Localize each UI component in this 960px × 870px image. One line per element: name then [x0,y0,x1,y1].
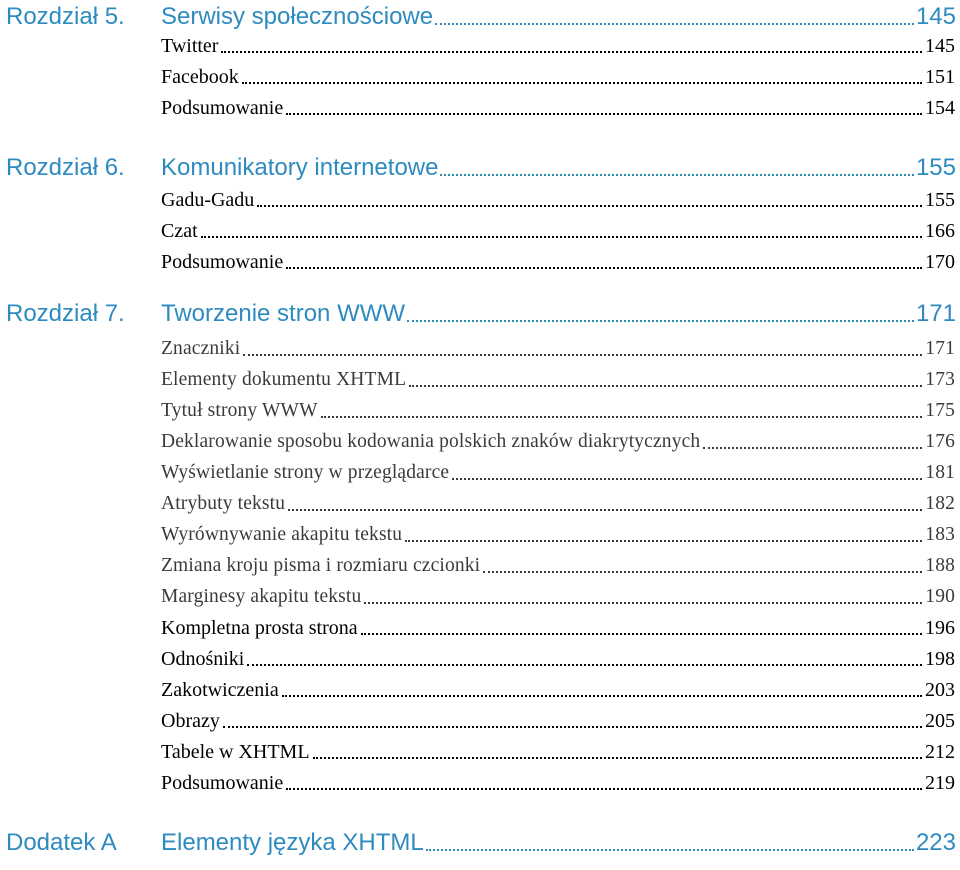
entry-title: Wyświetlanie strony w przeglądarce [161,462,450,483]
entry-title: Tytuł strony WWW [161,400,318,421]
entry-title: Marginesy akapitu tekstu [161,586,362,607]
dot-leader [221,51,922,53]
chapter-label: Rozdział 5. [6,3,125,30]
chapter-title: Tworzenie stron WWW [161,300,406,327]
entry-title: Twitter [161,34,219,57]
dot-leader [483,571,922,573]
toc-entry[interactable] [161,675,955,705]
chapter-label: Rozdział 7. [6,300,125,327]
entry-title: Deklarowanie sposobu kodowania polskich znaków diakrytycznych [161,431,701,452]
chapter-label: Dodatek A [6,829,117,856]
toc-entry[interactable] [161,737,955,767]
dot-leader [435,23,914,25]
entry-title: Kompletna prosta strona [161,616,358,639]
dot-leader [364,602,922,604]
entry-title: Podsumowanie [161,771,284,794]
entry-page: 176 [925,431,955,452]
chapter-page: 145 [915,3,956,30]
entry-page: 212 [925,740,955,763]
toc-entry[interactable] [161,768,955,798]
dot-leader [286,113,922,115]
dot-leader [286,267,922,269]
entry-page: 145 [925,34,955,57]
dot-leader [247,664,922,666]
dot-leader [313,757,922,759]
chapter-5-heading[interactable] [6,0,956,34]
entry-title: Podsumowanie [161,250,284,273]
entry-page: 166 [925,219,955,242]
dot-leader [426,849,914,851]
dot-leader [440,174,913,176]
entry-page: 182 [925,493,955,514]
entry-page: 219 [925,771,955,794]
entry-title: Znaczniki [161,338,241,359]
entry-page: 181 [925,462,955,483]
toc-entry[interactable] [161,613,955,643]
entry-title: Podsumowanie [161,96,284,119]
chapter-label: Rozdział 6. [6,154,125,181]
entry-title: Odnośniki [161,647,245,670]
entry-page: 188 [925,555,955,576]
entry-title: Facebook [161,65,239,88]
toc-entry[interactable] [161,582,955,612]
dot-leader [407,320,914,322]
entry-title: Gadu-Gadu [161,188,255,211]
toc-entry[interactable] [161,334,955,364]
chapter-page: 171 [915,300,956,327]
entry-page: 151 [925,65,955,88]
chapter-title: Serwisy społecznościowe [161,3,434,30]
dot-leader [242,82,922,84]
toc-entry[interactable] [161,185,955,215]
toc-entry[interactable] [161,93,955,123]
entry-page: 155 [925,188,955,211]
dot-leader [201,236,922,238]
toc-entry[interactable] [161,396,955,426]
dot-leader [257,205,922,207]
dot-leader [243,354,922,356]
toc-entry[interactable] [161,31,955,61]
toc-entry[interactable] [161,62,955,92]
toc-entry[interactable] [161,427,955,457]
dot-leader [361,633,922,635]
entry-page: 196 [925,616,955,639]
appendix-a-heading[interactable] [6,826,956,860]
chapter-page: 155 [915,154,956,181]
entry-page: 171 [925,338,955,359]
chapter-6-heading[interactable] [6,151,956,185]
toc-entry[interactable] [161,365,955,395]
chapter-page: 223 [915,829,956,856]
entry-page: 205 [925,709,955,732]
entry-title: Tabele w XHTML [161,740,310,763]
entry-title: Zakotwiczenia [161,678,279,701]
dot-leader [321,416,923,418]
dot-leader [282,695,922,697]
toc-entry[interactable] [161,489,955,519]
entry-page: 154 [925,96,955,119]
entry-page: 203 [925,678,955,701]
entry-title: Zmiana kroju pisma i rozmiaru czcionki [161,555,481,576]
toc-entry[interactable] [161,520,955,550]
dot-leader [405,540,922,542]
entry-title: Wyrównywanie akapitu tekstu [161,524,403,545]
dot-leader [223,726,922,728]
entry-page: 175 [925,400,955,421]
entry-page: 198 [925,647,955,670]
entry-title: Obrazy [161,709,220,732]
entry-page: 190 [925,586,955,607]
dot-leader [286,788,922,790]
entry-page: 170 [925,250,955,273]
chapter-title: Elementy języka XHTML [161,829,424,856]
dot-leader [452,478,922,480]
dot-leader [288,509,922,511]
entry-title: Atrybuty tekstu [161,493,286,514]
entry-page: 183 [925,524,955,545]
chapter-7-heading[interactable] [6,297,956,331]
toc-entry[interactable] [161,706,955,736]
entry-title: Elementy dokumentu XHTML [161,369,407,390]
entry-page: 173 [925,369,955,390]
toc-entry[interactable] [161,644,955,674]
dot-leader [703,447,922,449]
toc-entry[interactable] [161,551,955,581]
toc-entry[interactable] [161,458,955,488]
chapter-title: Komunikatory internetowe [161,154,439,181]
entry-title: Czat [161,219,198,242]
toc-entry[interactable] [161,216,955,246]
toc-entry[interactable] [161,247,955,277]
dot-leader [409,385,922,387]
